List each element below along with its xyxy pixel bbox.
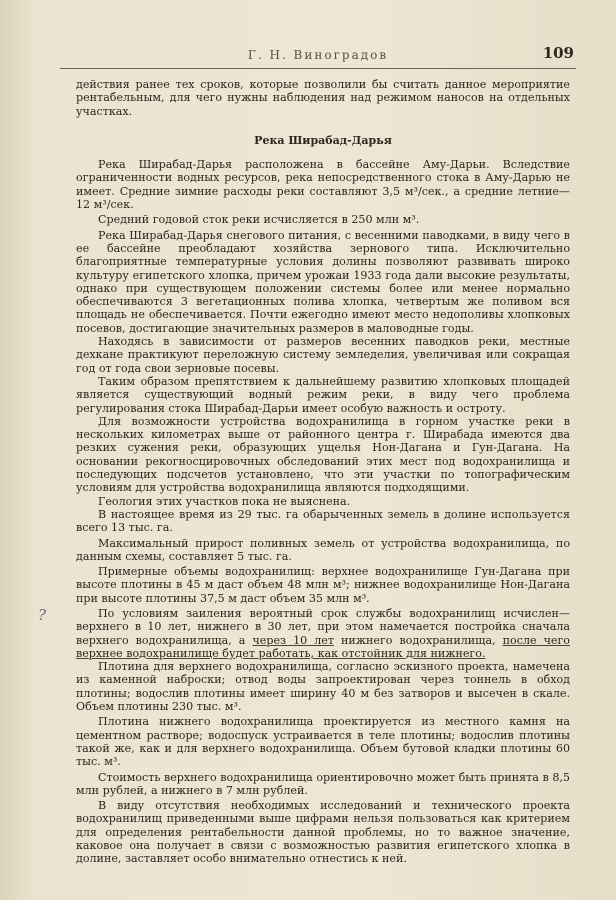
- paragraph: В виду отсутствия необходимых исследований и технического проекта водохранилищ приведенными выше цифрами нельзя пользоваться как критерием для определения рентабельности данной проблемы, но то важное значение, каковое она получает в связи с возможностью развития египетского хлопка в долине, заставляет особо внимательно отнестись к ней.: [76, 799, 570, 866]
- paragraph: Река Ширабад-Дарья расположена в бассейне Аму-Дарьи. Вследствие ограниченности водных ресурсов, река непосредственного стока в Аму-Дарью не имеет. Средние зимние расходы реки составляют 3,5 м³/сек., а средние летние—12 м³/сек.: [76, 158, 570, 212]
- paragraph: Находясь в зависимости от размеров весенних паводков реки, местные дехкане практикуют переложную систему земледелия, увеличивая или сокращая год от года свои зерновые посевы.: [76, 335, 570, 375]
- underlined-phrase: через 10 лет: [252, 633, 334, 647]
- page-number: 109: [542, 44, 574, 62]
- paragraph: В настоящее время из 29 тыс. га обарыченных земель в долине используется всего 13 тыс. га.: [76, 507, 570, 535]
- margin-annotation: ?: [38, 606, 47, 624]
- silting-text: нижнего водохранилища,: [334, 633, 503, 647]
- paragraph: Средний годовой сток реки исчисляется в 250 млн м³.: [98, 213, 420, 227]
- paragraph: Плотина для верхнего водохранилища, согласно эскизного проекта, намечена из каменной наброски; отвод воды запроектирован через тоннель в обход плотины; водослив плотины имеет ширину 40 м без затворов и высечен в скале. Объем плотины 230 тыс. м³.: [76, 660, 570, 714]
- silting-paragraph: [76, 607, 570, 660]
- paragraph: Геология этих участков пока не выяснена.: [98, 494, 351, 508]
- silting-text: По условиям заиления вероятный срок службы водохранилищ исчислен—верхнего в 10 лет, нижнего в 30 лет, при этом намечается постройка сначала верхнего водохранилища, а: [76, 606, 570, 647]
- underlined-phrase: после чего верхнее водохранилище будет работать, как отстойник для нижнего.: [76, 633, 570, 660]
- paragraph: Примерные объемы водохранилищ: верхнее водохранилище Гун-Дагана при высоте плотины в 45 м даст объем 48 млн м³; нижнее водохранилище Нон-Дагана при высоте плотины 37,5 м даст объем 35 млн м³.: [76, 565, 570, 605]
- paragraph: Таким образом препятствием к дальнейшему развитию хлопковых площадей является существующий водный режим реки, в виду чего проблема регулирования стока Ширабад-Дарьи имеет особую важность и остроту.: [76, 374, 570, 415]
- running-header: [60, 44, 576, 69]
- paragraph: Стоимость верхнего водохранилища ориентировочно может быть принята в 8,5 млн рублей, а нижнего в 7 млн рублей.: [76, 770, 570, 797]
- paragraph: Для возможности устройства водохранилища в горном участке реки в нескольких километрах выше от районного центра г. Ширабада имеются два резких сужения реки, образующих ущелья Нон-Дагана и Гун-Дагана. На основании рекогносцировочных обследований этих мест под водохранилища и последующих подсчетов установлено, что эти участки по топографическим условиям для устройства водохранилища являются подходящими.: [76, 414, 570, 495]
- running-head-author: Г. Н. Виноградов: [247, 48, 389, 62]
- paragraph: Плотина нижнего водохранилища проектируется из местного камня на цементном растворе; водоспуск устраивается в теле плотины; водослив плотины такой же, как и для верхнего водохранилища. Объем бутовой кладки плотины 60 тыс. м³.: [76, 715, 570, 769]
- page-body: [76, 78, 570, 866]
- paragraph: Максимальный прирост поливных земель от устройства водохранилища, по данным схемы, составляет 5 тыс. га.: [76, 536, 570, 563]
- intro-paragraph: действия ранее тех сроков, которые позволили бы считать данное мероприятие рентабельным, для чего нужны наблюдения над режимом наносов на отдельных участках.: [76, 78, 570, 118]
- paragraph: Река Ширабад-Дарья снегового питания, с весенними паводками, в виду чего в ее бассейне преобладают хозяйства зернового типа. Исключительно благоприятные температурные условия долины позволяют развивать широко культуру египетского хлопка, причем урожаи 1933 года дали высокие результаты, однако при существующем положении системы более или менее нормально обеспечиваются 3 вегетационных полива хлопка, четвертым же поливом вся площадь не обеспечивается. Почти ежегодно имеют место недополивы хлопковых посевов, достигающие значительных размеров в маловодные годы.: [76, 228, 570, 335]
- section-title: Река Ширабад-Дарья: [254, 133, 392, 147]
